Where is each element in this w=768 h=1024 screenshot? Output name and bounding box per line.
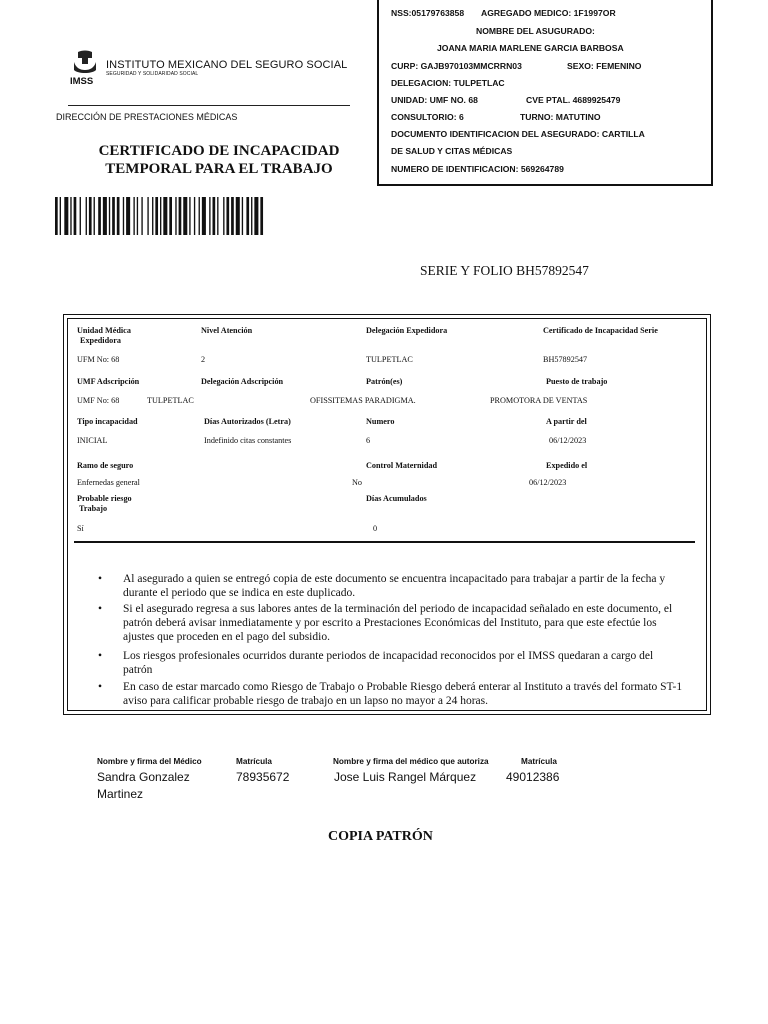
autoriza-label: Nombre y firma del médico que autoriza [333,757,489,766]
note-text: Si el asegurado regresa a sus labores antes de la terminación del periodo de incapacidad señalado en este documento, el patrón deberá avisar inmediatamente y por escrito a Prestaciones Económicas del Instituto, para que este efectúe los ajustes que proceden en el pago del subsidio. [123,603,673,643]
medico-label: Nombre y firma del Médico [97,757,202,766]
barcode-bar [160,197,161,235]
barcode-bar [213,197,216,235]
barcode-bar [89,197,92,235]
barcode-bar [231,197,234,235]
imss-logo-icon [68,50,102,86]
institution-name: INSTITUTO MEXICANO DEL SEGURO SOCIAL [106,59,348,71]
barcode-bar [236,197,240,235]
serie-folio: SERIE Y FOLIO BH57892547 [420,263,589,278]
medico-name: Sandra Gonzalez Martinez [97,770,190,801]
institution-subtitle: SEGURIDAD Y SOLIDARIDAD SOCIAL [106,71,199,77]
barcode-bar [242,197,243,235]
barcode-bar [254,197,258,235]
barcode-bar [112,197,115,235]
label-probable-riesgo: Probable riesgo [77,494,132,503]
barcode-bar [251,197,252,235]
barcode-bar [80,197,81,235]
barcode [55,197,335,235]
medico-matricula: 78935672 [236,770,290,784]
barcode-bar [246,197,249,235]
barcode-bar [74,197,77,235]
value-dias-autorizados: Indefinido citas constantes [204,436,292,445]
direccion-label: DIRECCIÓN DE PRESTACIONES MÉDICAS [56,112,238,122]
document-title [88,142,350,178]
label-nivel-atencion: Nivel Atención [201,326,253,335]
nss: NSS:05179763858 [391,8,465,18]
note-text: En caso de estar marcado como Riesgo de Trabajo o Probable Riesgo deberá enterar al Instituto a través del formato ST-1 aviso para calificar probable riesgo de trabajo en un lapso no mayor a 24 horas. [123,681,683,707]
barcode-bar [202,197,206,235]
value-ramo-seguro: Enfernedas general [77,478,140,487]
barcode-bar [152,197,153,235]
value-control-maternidad: No [352,478,363,487]
label-control-maternidad: Control Maternidad [366,461,438,470]
logo-text: IMSS [70,76,94,86]
label-unidad-medica: Unidad Médica [77,326,131,335]
note-text: Los riesgos profesionales ocurridos durante periodos de incapacidad reconocidos por el IMSS quedaran a cargo del patrón [123,650,654,676]
barcode-bar [226,197,229,235]
insured-name: JOANA MARIA MARLENE GARCIA BARBOSA [437,43,624,53]
barcode-bar [137,197,138,235]
barcode-bar [189,197,190,235]
bullet-icon: • [98,573,103,585]
copia-patron: COPIA PATRÓN [328,829,433,844]
value-patron: OFISSITEMAS PARADIGMA. [310,396,416,405]
value-nivel-atencion: 2 [201,355,206,364]
insured-info-box [377,0,713,186]
cve-ptal: CVE PTAL. 4689925479 [526,95,621,105]
turno: TURNO: MATUTINO [520,112,601,122]
barcode-bar [183,197,187,235]
delegacion: DELEGACION: TULPETLAC [391,78,505,88]
barcode-bar [109,197,110,235]
value-numero: 6 [366,436,371,445]
barcode-bar [123,197,124,235]
barcode-bar [64,197,68,235]
barcode-bar [223,197,224,235]
value-certificado-serie: BH57892547 [543,355,588,364]
value-delegacion-adscripcion: TULPETLAC [147,396,194,405]
barcode-bar [217,197,218,235]
barcode-bar [175,197,176,235]
nombre-label: NOMBRE DEL ASUGURADO: [476,26,595,36]
label-expedido-el: Expedido el [546,461,588,470]
label-patron: Patrón(es) [366,377,403,386]
label-ramo-seguro: Ramo de seguro [77,461,134,470]
barcode-bar [179,197,182,235]
barcode-bar [141,197,142,235]
value-umf-adscripcion: UMF No: 68 [77,396,120,405]
value-dias-acumulados: 0 [373,524,378,533]
consultorio: CONSULTORIO: 6 [391,112,464,122]
barcode-bar [199,197,200,235]
bullet-icon: • [98,603,103,615]
documento-line-2: DE SALUD Y CITAS MÉDICAS [391,146,513,156]
barcode-bar [117,197,120,235]
value-puesto-trabajo: PROMOTORA DE VENTAS [490,396,588,405]
barcode-bar [133,197,134,235]
value-a-partir-del: 06/12/2023 [549,436,587,445]
title-line-1: CERTIFICADO DE INCAPACIDAD [98,143,340,159]
label-delegacion-adscripcion: Delegación Adscripción [201,377,284,386]
header-divider [68,105,350,106]
barcode-bar [98,197,101,235]
matricula-2-label: Matrícula [521,757,557,766]
matricula-label: Matrícula [236,757,272,766]
label-umf-adscripcion: UMF Adscripción [77,377,140,386]
barcode-bar [103,197,107,235]
value-delegacion-expedidora: TULPETLAC [366,355,413,364]
barcode-bar [55,197,58,235]
barcode-bar [155,197,158,235]
numero-identificacion: NUMERO DE IDENTIFICACION: 569264789 [391,164,564,174]
unidad: UNIDAD: UMF NO. 68 [391,95,478,105]
table-divider [74,541,695,543]
label-unidad-medica-l2: Expedidora [80,336,121,345]
barcode-bar [94,197,95,235]
bullet-icon: • [98,681,103,693]
note-text: Al asegurado a quien se entregó copia de este documento se encuentra incapacitado para trabajar a partir de la fecha y durante el periodo que se indica en este duplicado. [123,573,666,599]
value-probable-riesgo: Sí [77,524,84,533]
label-delegacion-expedidora: Delegación Expedidora [366,326,448,335]
barcode-bar [260,197,263,235]
barcode-bar [169,197,172,235]
barcode-bar [163,197,167,235]
barcode-bar [70,197,71,235]
barcode-bar [194,197,195,235]
curp: CURP: GAJB970103MMCRRN03 [391,61,522,71]
label-dias-autorizados: Días Autorizados (Letra) [204,417,291,426]
label-probable-riesgo-l2: Trabajo [79,504,108,513]
title-line-2: TEMPORAL PARA EL TRABAJO [105,161,333,177]
barcode-bar [209,197,210,235]
label-a-partir-del: A partir del [546,417,587,426]
barcode-bar [60,197,61,235]
value-unidad-medica: UFM No: 68 [77,355,120,364]
label-certificado-serie: Certificado de Incapacidad Serie [543,326,658,335]
sexo: SEXO: FEMENINO [567,61,642,71]
label-numero: Numero [366,417,395,426]
value-expedido-el: 06/12/2023 [529,478,567,487]
barcode-bar [126,197,130,235]
label-tipo-incapacidad: Tipo incapacidad [77,417,138,426]
agregado-medico: AGREGADO MEDICO: 1F1997OR [481,8,616,18]
barcode-bar [147,197,148,235]
value-tipo-incapacidad: INICIAL [77,436,108,445]
autoriza-name: Jose Luis Rangel Márquez [334,770,477,784]
documento-line-1: DOCUMENTO IDENTIFICACION DEL ASEGURADO: CARTILLA [391,129,645,139]
autoriza-matricula: 49012386 [506,770,560,784]
label-puesto-trabajo: Puesto de trabajo [546,377,608,386]
label-dias-acumulados: Días Acumulados [366,494,427,503]
bullet-icon: • [98,650,103,662]
barcode-bar [86,197,87,235]
